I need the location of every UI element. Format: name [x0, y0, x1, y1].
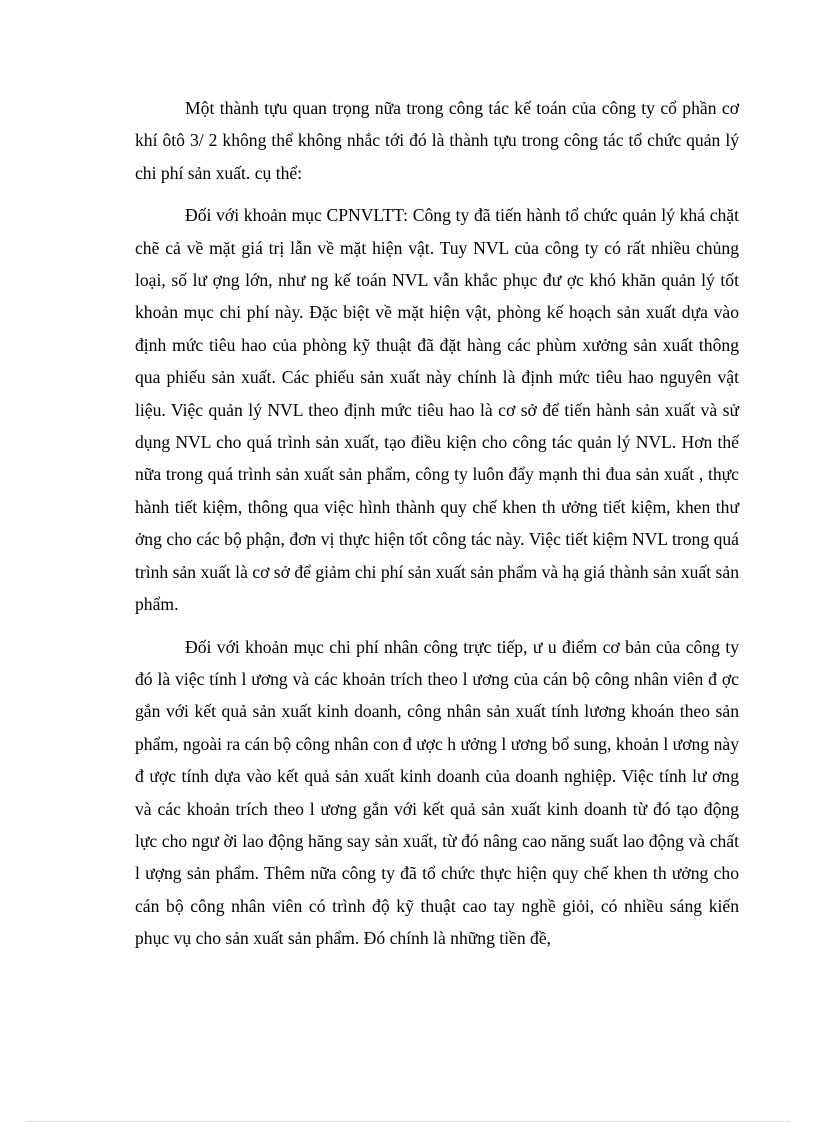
document-body [135, 92, 739, 955]
paragraph-accounting-achievement: Một thành tựu quan trọng nữa trong công tác kế toán của công ty cổ phần cơ khí ôtô 3/ 2 không thể không nhắc tới đó là thành tựu trong công tác tổ chức quản lý chi phí sản xuất. cụ thể: [135, 98, 739, 183]
paragraph-direct-labor-costs: Đối với khoản mục chi phí nhân công trực tiếp, ư u điểm cơ bản của công ty đó là việc tính l ương và các khoản trích theo l ương của cán bộ công nhân viên đ ợc gắn với kết quả sản xuất kinh doanh, công nhân sản xuất tính lương khoán theo sản phẩm, ngoài ra cán bộ công nhân con đ ược h ưởng l ương bổ sung, khoản l ương này đ ược tính dựa vào kết quả sản xuất kinh doanh của doanh nghiệp. Việc tính lư ơng và các khoản trích theo l ương gắn với kết quả sản xuất kinh doanh từ đó tạo động lực cho ngư ời lao động hăng say sản xuất, từ đó nâng cao năng suất lao động và chất l ượng sản phẩm. Thêm nữa công ty đã tổ chức thực hiện quy chế khen th ưởng cho cán bộ công nhân viên có trình độ kỹ thuật cao tay nghề giỏi, có nhiều sáng kiến phục vụ cho sản xuất sản phẩm. Đó chính là những tiền đề, [135, 636, 739, 949]
page-bottom-divider [26, 1121, 790, 1122]
paragraph-direct-material-costs: Đối với khoản mục CPNVLTT: Công ty đã tiến hành tổ chức quản lý khá chặt chẽ cả về mặt giá trị lẫn về mặt hiện vật. Tuy NVL của công ty có rất nhiều chủng loại, số lư ợng lớn, như ng kế toán NVL vẫn khắc phục đư ợc khó khăn quản lý tốt khoản mục chi phí này. Đặc biệt về mặt hiện vật, phòng kế hoạch sản xuất dựa vào định mức tiêu hao của phòng kỹ thuật đã đặt hàng các phùm xưởng sản xuất thông qua phiếu sản xuất. Các phiếu sản xuất này chính là định mức tiêu hao nguyên vật liệu. Việc quản lý NVL theo định mức tiêu hao là cơ sở để tiến hành sản xuất và sử dụng NVL cho quá trình sản xuất, tạo điều kiện cho công tác quản lý NVL. Hơn thế nữa trong quá trình sản xuất sản phẩm, công ty luôn đẩy mạnh thi đua sản xuất , thực hành tiết kiệm, thông qua việc hình thành quy chế khen th ưởng tiết kiệm, khen thư ởng cho các bộ phận, đơn vị thực hiện tốt công tác này. Việc tiết kiệm NVL trong quá trình sản xuất là cơ sở để giảm chi phí sản xuất sản phẩm và hạ giá thành sản xuất sản phẩm. [135, 205, 739, 615]
